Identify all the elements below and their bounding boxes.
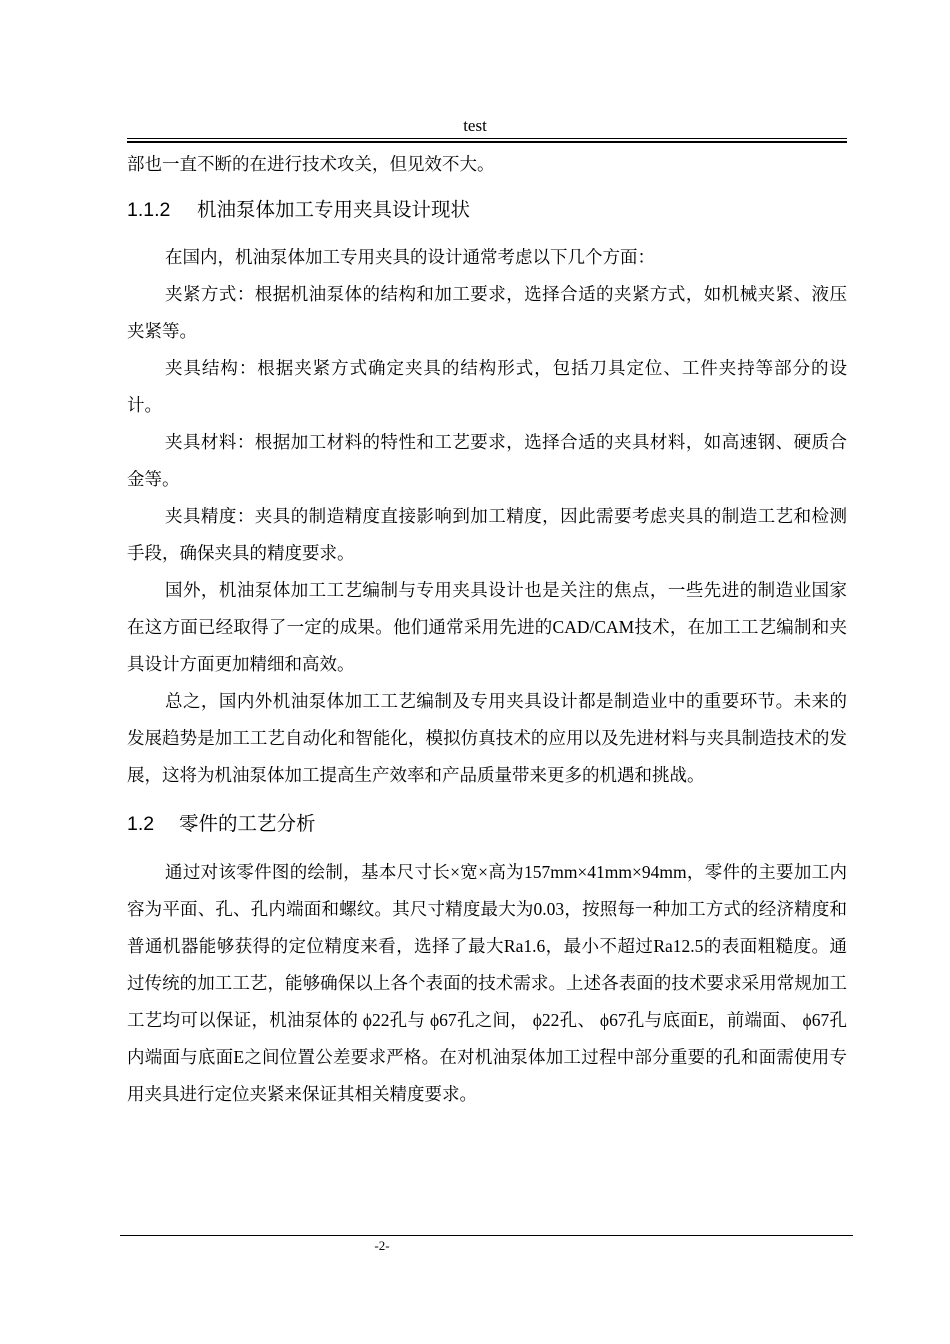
paragraph: 夹紧方式：根据机油泵体的结构和加工要求，选择合适的夹紧方式，如机械夹紧、液压夹紧等。 xyxy=(127,284,847,341)
page-number: -2- xyxy=(374,1238,390,1253)
footer-rule xyxy=(120,1235,853,1236)
document-body xyxy=(127,146,847,1113)
header-rule-thin xyxy=(127,138,847,139)
section-title: 零件的工艺分析 xyxy=(179,812,316,835)
paragraph: 总之，国内外机油泵体加工工艺编制及专用夹具设计都是制造业中的重要环节。未来的发展趋势是加工工艺自动化和智能化，模拟仿真技术的应用以及先进材料与夹具制造技术的发展，这将为机油泵体加工提高生产效率和产品质量带来更多的机遇和挑战。 xyxy=(127,691,847,785)
page-header-title: test xyxy=(463,116,487,135)
section-heading-1-1-2 xyxy=(127,196,847,224)
section-title: 机油泵体加工专用夹具设计现状 xyxy=(197,198,471,221)
paragraph: 国外，机油泵体加工工艺编制与专用夹具设计也是关注的焦点，一些先进的制造业国家在这方面已经取得了一定的成果。他们通常采用先进的CAD/CAM技术，在加工工艺编制和夹具设计方面更加精细和高效。 xyxy=(127,580,847,674)
header-rule-thick xyxy=(127,141,847,143)
paragraph: 在国内，机油泵体加工专用夹具的设计通常考虑以下几个方面： xyxy=(165,247,655,267)
section-number: 1.2 xyxy=(127,813,155,835)
paragraph: 夹具材料：根据加工材料的特性和工艺要求，选择合适的夹具材料，如高速钢、硬质合金等。 xyxy=(127,432,847,489)
section-heading-1-2 xyxy=(127,810,847,838)
paragraph: 通过对该零件图的绘制，基本尺寸长×宽×高为157mm×41mm×94mm，零件的主要加工内容为平面、孔、孔内端面和螺纹。其尺寸精度最大为0.03，按照每一种加工方式的经济精度和普通机器能够获得的定位精度来看，选择了最大Ra1.6，最小不超过Ra12.5的表面粗糙度。通过传统的加工工艺，能够确保以上各个表面的技术需求。上述各表面的技术要求采用常规加工工艺均可以保证，机油泵体的 ϕ22孔与 ϕ67孔之间， ϕ22孔、 ϕ67孔与底面E，前端面、 ϕ67孔内端面与底面E之间位置公差要求严格。在对机油泵体加工过程中部分重要的孔和面需使用专用夹具进行定位夹紧来保证其相关精度要求。 xyxy=(127,862,847,1104)
paragraph: 夹具精度：夹具的制造精度直接影响到加工精度，因此需要考虑夹具的制造工艺和检测手段，确保夹具的精度要求。 xyxy=(127,506,847,563)
section-number: 1.1.2 xyxy=(127,199,171,221)
paragraph: 夹具结构：根据夹紧方式确定夹具的结构形式，包括刀具定位、工件夹持等部分的设计。 xyxy=(127,358,847,415)
continuation-paragraph: 部也一直不断的在进行技术攻关，但见效不大。 xyxy=(127,154,495,174)
